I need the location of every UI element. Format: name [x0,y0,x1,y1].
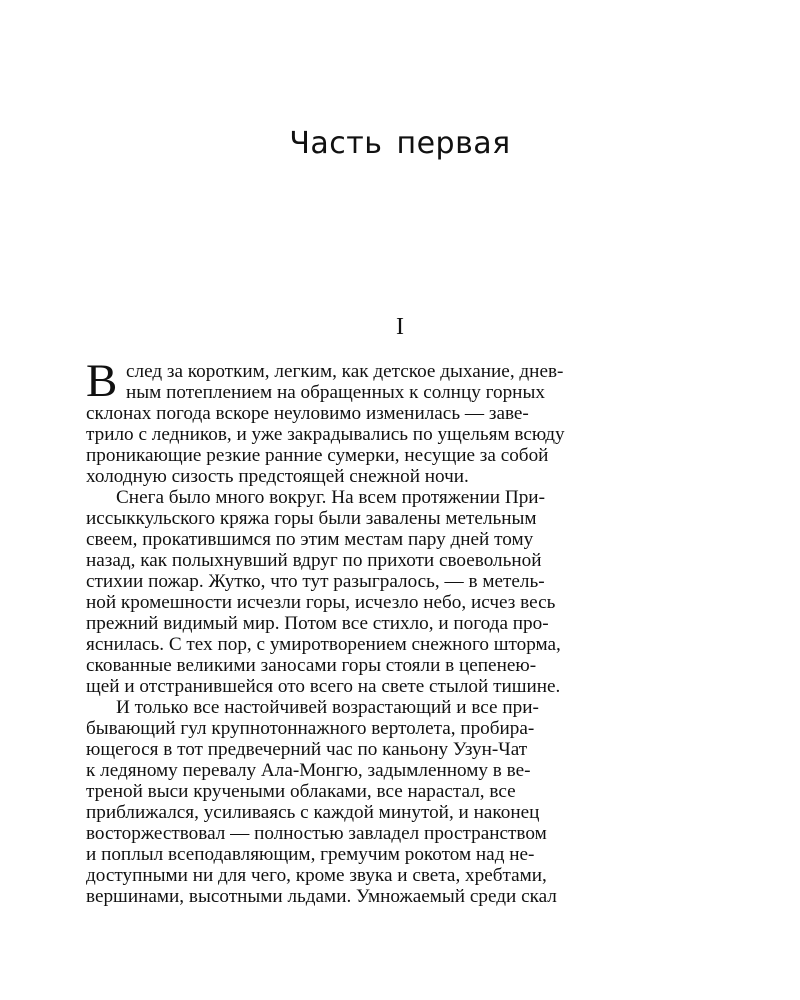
text-line: восторжествовал — полностью завладел пространством [86,823,547,844]
text-line: приближался, усиливаясь с каждой минутой, и наконец [86,802,540,823]
text-line: стихии пожар. Жутко, что тут разыгралось, — в метель- [86,571,545,592]
text-line: доступными ни для чего, кроме звука и света, хребтами, [86,865,547,886]
chapter-number: I [396,314,404,340]
drop-cap: В [86,355,118,407]
text-line: бывающий гул крупнотоннажного вертолета, пробира- [86,718,535,739]
text-line: и поплыл всеподавляющим, гремучим рокотом над не- [86,844,535,865]
text-line: ным потеплением на обращенных к солнцу горных [126,382,545,403]
text-line: ющегося в тот предвечерний час по каньону Узун-Чат [86,739,528,760]
text-line: прежний видимый мир. Потом все стихло, и погода про- [86,613,549,634]
text-line: холодную сизость предстоящей снежной ночи. [86,466,469,487]
text-line: трило с ледников, и уже закрадывались по ущельям всюду [86,424,565,445]
text-line: проникающие резкие ранние сумерки, несущие за собой [86,445,549,466]
text-line: вершинами, высотными льдами. Умножаемый среди скал [86,886,557,907]
text-line: склонах погода вскоре неуловимо изменилась — заве- [86,403,529,424]
text-line: ной кромешности исчезли горы, исчезло небо, исчез весь [86,592,556,613]
text-line: Снега было много вокруг. На всем протяжении При- [116,487,545,508]
text-line: иссыккульского кряжа горы были завалены метельным [86,508,537,529]
text-line: треной выси кручеными облаками, все нарастал, все [86,781,516,802]
text-line: яснилась. С тех пор, с умиротворением снежного шторма, [86,634,561,655]
part-title: Часть первая [289,126,511,161]
text-line: скованные великими заносами горы стояли в цепенею- [86,655,537,676]
text-line: щей и отстранившейся ото всего на свете стылой тишине. [86,676,561,697]
text-line: И только все настойчивей возрастающий и все при- [116,697,539,718]
text-line: назад, как полыхнувший вдруг по прихоти своевольной [86,550,542,571]
text-line: след за коротким, легким, как детское дыхание, днев- [126,361,564,382]
text-line: свеем, прокатившимся по этим местам пару дней тому [86,529,534,550]
text-line: к ледяному перевалу Ала-Монгю, задымленному в ве- [86,760,531,781]
chapter-text [86,355,678,907]
